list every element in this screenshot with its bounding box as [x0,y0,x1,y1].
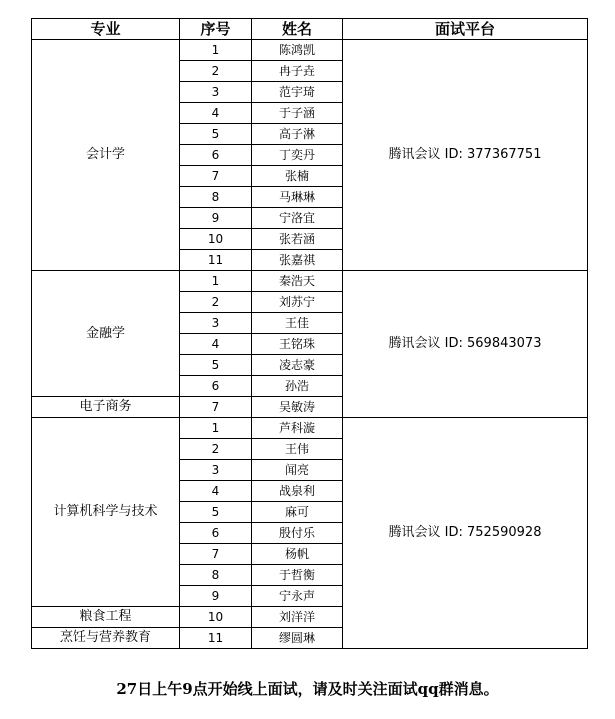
seq-cell: 8 [180,187,252,208]
header-seq: 序号 [180,19,252,40]
seq-cell: 1 [180,40,252,61]
seq-cell: 10 [180,229,252,250]
student-name-cell: 范宇琦 [252,82,343,103]
student-name-cell: 麻可 [252,502,343,523]
student-name-cell: 冉子垚 [252,61,343,82]
student-name-cell: 凌志豪 [252,355,343,376]
table-row [32,418,588,439]
student-name-cell: 王伟 [252,439,343,460]
student-name-cell: 宁洛宜 [252,208,343,229]
seq-cell: 3 [180,82,252,103]
student-name-cell: 马琳琳 [252,187,343,208]
seq-cell: 2 [180,439,252,460]
student-name-cell: 芦科漩 [252,418,343,439]
student-name-cell: 殷付乐 [252,523,343,544]
major-cell: 计算机科学与技术 [32,418,180,607]
student-name-cell: 陈鸿凯 [252,40,343,61]
seq-cell: 5 [180,502,252,523]
seq-cell: 7 [180,544,252,565]
student-name-cell: 丁奕丹 [252,145,343,166]
platform-cell: 腾讯会议 ID: 752590928 [343,418,588,649]
student-name-cell: 宁永声 [252,586,343,607]
seq-cell: 4 [180,103,252,124]
seq-cell: 2 [180,292,252,313]
student-name-cell: 杨帆 [252,544,343,565]
header-row [32,19,588,40]
student-name-cell: 王铭珠 [252,334,343,355]
seq-cell: 10 [180,607,252,628]
seq-cell: 4 [180,481,252,502]
major-cell: 电子商务 [32,397,180,418]
seq-cell: 6 [180,145,252,166]
seq-cell: 6 [180,376,252,397]
platform-cell: 腾讯会议 ID: 377367751 [343,40,588,271]
seq-cell: 4 [180,334,252,355]
table-body [32,40,588,649]
interview-schedule-table [31,18,588,649]
seq-cell: 3 [180,313,252,334]
header-platform: 面试平台 [343,19,588,40]
platform-cell: 腾讯会议 ID: 569843073 [343,271,588,418]
major-cell: 烹饪与营养教育 [32,628,180,649]
seq-cell: 7 [180,397,252,418]
footer-notice: 27日上午9点开始线上面试，请及时关注面试qq群消息。 [116,680,499,698]
seq-cell: 9 [180,586,252,607]
table-row [32,271,588,292]
seq-cell: 1 [180,418,252,439]
student-name-cell: 战泉利 [252,481,343,502]
header-name: 姓名 [252,19,343,40]
student-name-cell: 秦浩天 [252,271,343,292]
seq-cell: 5 [180,355,252,376]
table-row [32,40,588,61]
seq-cell: 8 [180,565,252,586]
student-name-cell: 张嘉祺 [252,250,343,271]
student-name-cell: 闻亮 [252,460,343,481]
student-name-cell: 高子淋 [252,124,343,145]
seq-cell: 6 [180,523,252,544]
student-name-cell: 刘洋洋 [252,607,343,628]
student-name-cell: 缪圆琳 [252,628,343,649]
major-cell: 会计学 [32,40,180,271]
major-cell: 粮食工程 [32,607,180,628]
major-cell: 金融学 [32,271,180,397]
student-name-cell: 吴敏涛 [252,397,343,418]
seq-cell: 11 [180,250,252,271]
student-name-cell: 张楠 [252,166,343,187]
seq-cell: 7 [180,166,252,187]
student-name-cell: 刘苏宁 [252,292,343,313]
seq-cell: 11 [180,628,252,649]
seq-cell: 5 [180,124,252,145]
student-name-cell: 张若涵 [252,229,343,250]
seq-cell: 2 [180,61,252,82]
seq-cell: 3 [180,460,252,481]
student-name-cell: 王佳 [252,313,343,334]
student-name-cell: 于哲衡 [252,565,343,586]
seq-cell: 9 [180,208,252,229]
seq-cell: 1 [180,271,252,292]
student-name-cell: 于子涵 [252,103,343,124]
header-major: 专业 [32,19,180,40]
student-name-cell: 孙浩 [252,376,343,397]
